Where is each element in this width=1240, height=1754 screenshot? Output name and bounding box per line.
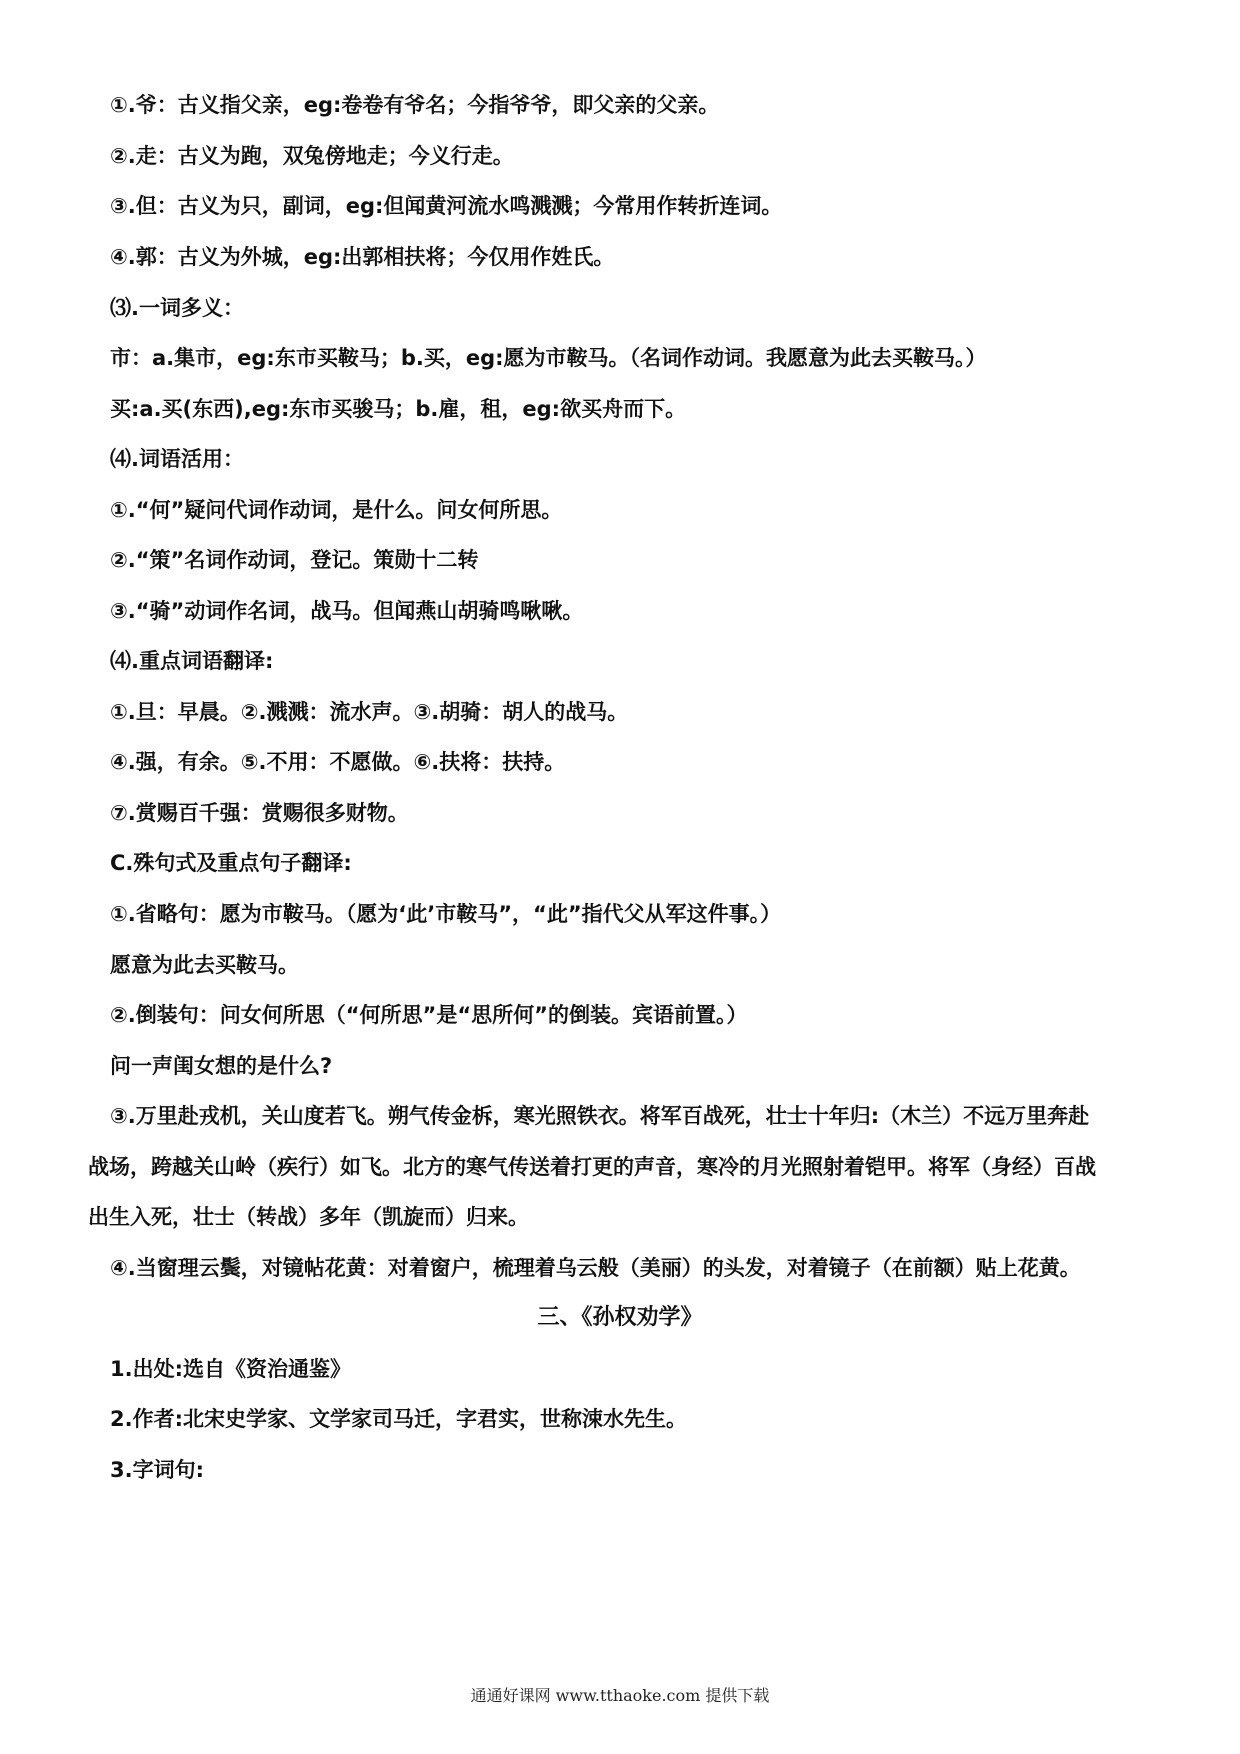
text-line: 买:a.买(东西),eg:东市买骏马；b.雇，租，eg:欲买舟而下。 [110, 397, 687, 421]
section-label: C.殊句式及重点句子翻译: [110, 851, 352, 875]
text-line: ①.旦：早晨。②.溅溅：流水声。③.胡骑：胡人的战马。 [110, 700, 629, 724]
text-line: ④.强，有余。⑤.不用：不愿做。⑥.扶将：扶持。 [110, 750, 566, 774]
text-line: 问一声闺女想的是什么? [110, 1054, 333, 1078]
section-label: ⑶.一词多义： [110, 296, 244, 320]
page-footer: 通通好课网 www.tthaoke.com 提供下载 [470, 1686, 770, 1705]
text-line: 战场，跨越关山岭（疾行）如飞。北方的寒气传送着打更的声音，寒冷的月光照射着铠甲。将军（身经）百战 [88, 1155, 1096, 1179]
section-heading: 三、《孙权劝学》 [537, 1305, 703, 1330]
text-line: ④.郭：古义为外城，eg:出郭相扶将；今仅用作姓氏。 [110, 245, 615, 269]
text-line: ⑦.赏赐百千强：赏赐很多财物。 [110, 801, 409, 825]
section-label: 3.字词句: [110, 1458, 204, 1482]
section-label: ⑷.词语活用： [110, 447, 244, 471]
text-line: ②.倒装句：问女何所思（“何所思”是“思所何”的倒装。宾语前置。） [110, 1003, 748, 1027]
text-line: ③.万里赴戎机，关山度若飞。朔气传金柝，寒光照铁衣。将军百战死，壮士十年归:（木兰）不远万里奔赴 [110, 1104, 1090, 1128]
text-line: 出生入死，壮士（转战）多年（凯旋而）归来。 [88, 1205, 529, 1229]
text-line: ②.“策”名词作动词，登记。策勋十二转 [110, 548, 479, 572]
text-line: 2.作者:北宋史学家、文学家司马迁，字君实，世称涑水先生。 [110, 1407, 687, 1431]
text-line: ①.“何”疑问代词作动词，是什么。问女何所思。 [110, 498, 563, 522]
text-line: 1.出处:选自《资治通鉴》 [110, 1357, 351, 1381]
text-line: ③.但：古义为只，副词，eg:但闻黄河流水鸣溅溅；今常用作转折连词。 [110, 194, 783, 218]
section-label: ⑷.重点词语翻译: [110, 649, 274, 673]
text-line: ②.走：古义为跑，双兔傍地走；今义行走。 [110, 144, 514, 168]
text-line: ④.当窗理云鬓，对镜帖花黄：对着窗户，梳理着乌云般（美丽）的头发，对着镜子（在前额）贴上花黄。 [110, 1256, 1081, 1280]
text-line: 市：a.集市，eg:东市买鞍马；b.买，eg:愿为市鞍马。（名词作动词。我愿意为此去买鞍马。） [110, 346, 987, 370]
text-line: 愿意为此去买鞍马。 [110, 953, 299, 977]
text-line: ①.爷：古义指父亲，eg:卷卷有爷名；今指爷爷，即父亲的父亲。 [110, 93, 720, 117]
text-line: ①.省略句：愿为市鞍马。（愿为‘此’市鞍马”，“此”指代父从军这件事。） [110, 902, 782, 926]
text-line: ③.“骑”动词作名词，战马。但闻燕山胡骑鸣啾啾。 [110, 599, 584, 623]
